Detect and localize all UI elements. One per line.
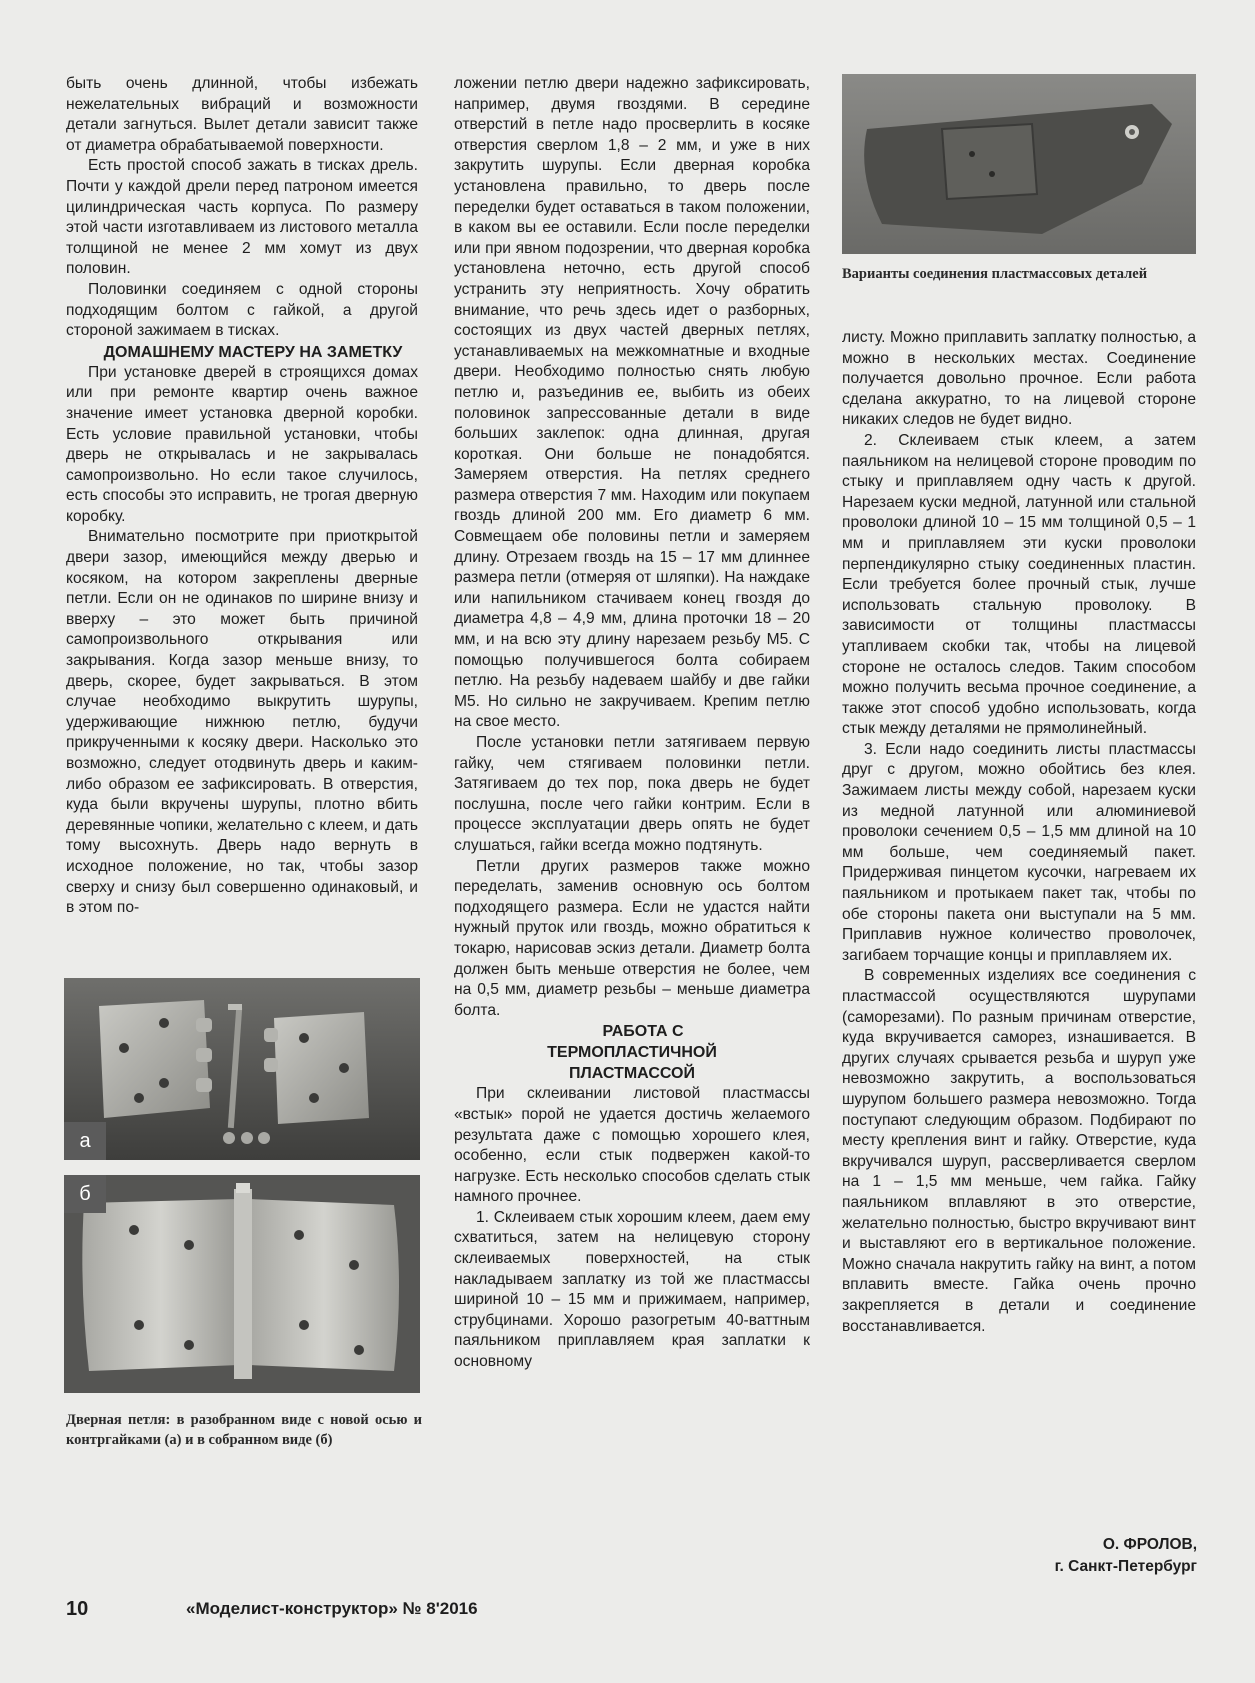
photo-label-a: а — [64, 1122, 106, 1160]
photo-label-b: б — [64, 1175, 106, 1213]
column-2 — [454, 74, 810, 1373]
magazine-title: «Моделист-конструктор» № 8'2016 — [186, 1599, 478, 1618]
photo-hinge-assembled — [64, 1175, 420, 1393]
page-number: 10 — [66, 1598, 89, 1620]
hinge-parts-illustration — [64, 978, 420, 1160]
photo-hinge-disassembled — [64, 978, 420, 1160]
section-heading: РАБОТА С ТЕРМОПЛАСТИЧНОЙ ПЛАСТМАССОЙ — [547, 1023, 717, 1083]
column-1 — [66, 74, 418, 919]
paragraph: 3. Если надо соединить листы пластмассы друг с другом, можно обойтись без клея. Зажимаем листы между собой, нарезаем куски из медной латунной или алюминиевой проволоки сечением 0,5 – 1,5 мм длиной на 10 мм больше, чем соединяемый пакет. Придерживая пинцетом кусочки, нагреваем их паяльником и протыкаем пакет так, чтобы по обе стороны пакета они выступали на 5 мм. Приплавив нужное количество проволочек, загибаем торчащие концы и приплавляем их. — [842, 740, 1196, 964]
author-city: г. Санкт-Петербург — [1054, 1558, 1197, 1575]
caption-hinge: Дверная петля: в разобранном виде с новой осью и контргайками (а) и в собранном виде (б) — [66, 1412, 422, 1448]
paragraph: При установке дверей в строящихся домах или при ремонте квартир очень важное значение имеет установка дверной коробки. Есть условие правильной установки, чтобы дверь не открывалась и не закрывалась самопроизвольно. Но если такое случилось, есть способы это исправить, не трогая дверную коробку. — [66, 363, 418, 525]
column-3 — [842, 328, 1196, 1337]
paragraph: В современных изделиях все соединения с пластмассой осуществляются шурупами (саморезами). По разным причинам отверстие, куда вкручивается саморез, изнашивается. В других случаях срывается резьба и шуруп уже невозможно закрутить, а воспользоваться шурупом большего размера невозможно. Тогда поступают следующим образом. Подбирают по месту крепления винт и гайку. Отверстие, куда вкручивался шуруп, рассверливается сверлом на 1 – 1,5 мм меньше, чем гайка. Гайку паяльником вплавляют в это отверстие, желательно полностью, быстро вкручивают винт и выставляют его в вертикальное положение. Можно сначала накрутить гайку на винт, а потом вплавить вместе. Гайка очень прочно закрепляется в детали и соединение восстанавливается. — [842, 967, 1196, 1335]
photo-plastic-joint — [842, 74, 1196, 254]
caption-plastic: Варианты соединения пластмассовых деталей — [842, 266, 1148, 282]
paragraph: 2. Склеиваем стык клеем, а затем паяльником на нелицевой стороне проводим по стыку и приплавляем одну часть к другой. Нарезаем куски медной, латунной или стальной проволоки длиной 10 – 15 мм толщиной 0,5 – 1 мм и приплавляем эти куски проволоки перпендикулярно стыку соединенных пластин. Если требуется более прочный стык, лучше использовать стальную проволоку. В зависимости от толщины пластмассы утапливаем скобки так, чтобы на лицевой стороне не осталось следов. Таким способом можно получить весьма прочное соединение, а также этот способ удобно использовать, когда стык между деталями не прямолинейный. — [842, 431, 1196, 738]
paragraph: листу. Можно приплавить заплатку полностью, а можно в нескольких местах. Соединение получается довольно прочное. Если работа сделана аккуратно, то на лицевой стороне никаких следов не будет видно. — [842, 329, 1196, 429]
paragraph: Внимательно посмотрите при приоткрытой двери зазор, имеющийся между дверью и косяком, на котором закреплены дверные петли. Если он не одинаков по ширине внизу и вверху – это может быть причиной самопроизвольного открывания или закрывания. Когда зазор меньше внизу, то дверь, скорее, будет закрываться. В этом случае необходимо выкрутить шурупы, удерживающие нижнюю петлю, будучи прикрученными к косяку двери. Насколько это возможно, следует отодвинуть дверь и каким-либо образом ее зафиксировать. В отверстия, куда были вкручены шурупы, плотно вбить деревянные чопики, желательно с клеем, и дать тому высохнуть. Дверь надо вернуть в исходное положение, но так, чтобы зазор сверху и снизу был совершенно одинаковый, и в этом по- — [66, 528, 418, 917]
paragraph: Половинки соединяем с одной стороны подходящим болтом с гайкой, а другой стороной зажимаем в тисках. — [66, 280, 418, 340]
paragraph: 1. Склеиваем стык хорошим клеем, даем ему схватиться, затем на нелицевую сторону склеиваемых поверхностей, на стык накладываем заплатку из той же пластмассы шириной 10 – 15 мм и прижимаем, например, струбцинами. Хорошо разогретым 40-ваттным паяльником приплавляем края заплатки к основному — [454, 1208, 810, 1371]
paragraph: Есть простой способ зажать в тисках дрель. Почти у каждой дрели перед патроном имеется цилиндрическая часть корпуса. По размеру этой части изготавливаем из листового металла толщиной не менее 2 мм хомут из двух половин. — [66, 157, 418, 278]
section-heading: ДОМАШНЕМУ МАСТЕРУ НА ЗАМЕТКУ — [103, 343, 403, 361]
paragraph: При склеивании листовой пластмассы «встык» порой не удается достичь желаемого результата даже с помощью хорошего клея, особенно, если стык подвержен какой-то нагрузке. Есть несколько способов сделать стык намного прочнее. — [454, 1085, 810, 1206]
hinge-assembled-illustration — [64, 1175, 420, 1393]
paragraph: Петли других размеров также можно переделать, заменив основную ось болтом подходящего размера. Если не удастся найти нужный пруток или гвоздь, можно обратиться к токарю, нарисовав эскиз детали. Диаметр болта должен быть меньше отверстия не более, чем на 0,5 мм, диаметр резьбы – меньше диаметра болта. — [454, 857, 810, 1019]
paragraph: ложении петлю двери надежно зафиксировать, например, двумя гвоздями. В середине отверстий в петле надо просверлить в косяке отверстия сверлом 1,8 – 2 мм, и уже в них закрутить шурупы. Если дверная коробка установлена правильно, то дверь после переделки будет оставаться в таком положении, в каком вы ее оставили. Если после переделки или при явном подозрении, что дверная коробка установлена неточно, есть другой способ устранить эту неприятность. Хочу обратить внимание, что речь здесь идет о разборных, состоящих из двух частей дверных петлях, устанавливаемых на межкомнатные и входные двери. Необходимо полностью снять любую петлю и, разъединив ее, выбить из обеих половинок запрессованные детали в виде больших заклепок: одна длинная, другая короткая. Они больше не понадобятся. Замеряем отверстия. На петлях среднего размера отверстия 7 мм. Находим или покупаем гвоздь длиной 200 мм. Его диаметр 6 мм. Совмещаем обе половины петли и замеряем длину. Отрезаем гвоздь на 15 – 17 мм длиннее размера петли (отмеряя от шляпки). На наждаке или напильником стачиваем конец гвоздя до диаметра 4,8 – 4,9 мм, длина проточки 18 – 20 мм, и на всю эту длину нарезаем резьбу М5. С помощью получившегося болта собираем петлю. На резьбу надеваем шайбу и две гайки М5. Но сильно не закручиваем. Крепим петлю на свое место. — [454, 75, 810, 731]
plastic-pieces-illustration — [842, 74, 1196, 254]
paragraph: После установки петли затягиваем первую гайку, чем стягиваем половинки петли. Затягиваем до тех пор, пока дверь не будет послушна, после чего гайки контрим. Если в процессе эксплуатации дверь опять не будет слушаться, гайки всегда можно подтянуть. — [454, 734, 810, 854]
author-name: О. ФРОЛОВ, — [1102, 1536, 1197, 1553]
paragraph: быть очень длинной, чтобы избежать нежелательных вибраций и возможности детали загнуться. Вылет детали зависит также от диаметра обрабатываемой поверхности. — [66, 75, 418, 154]
